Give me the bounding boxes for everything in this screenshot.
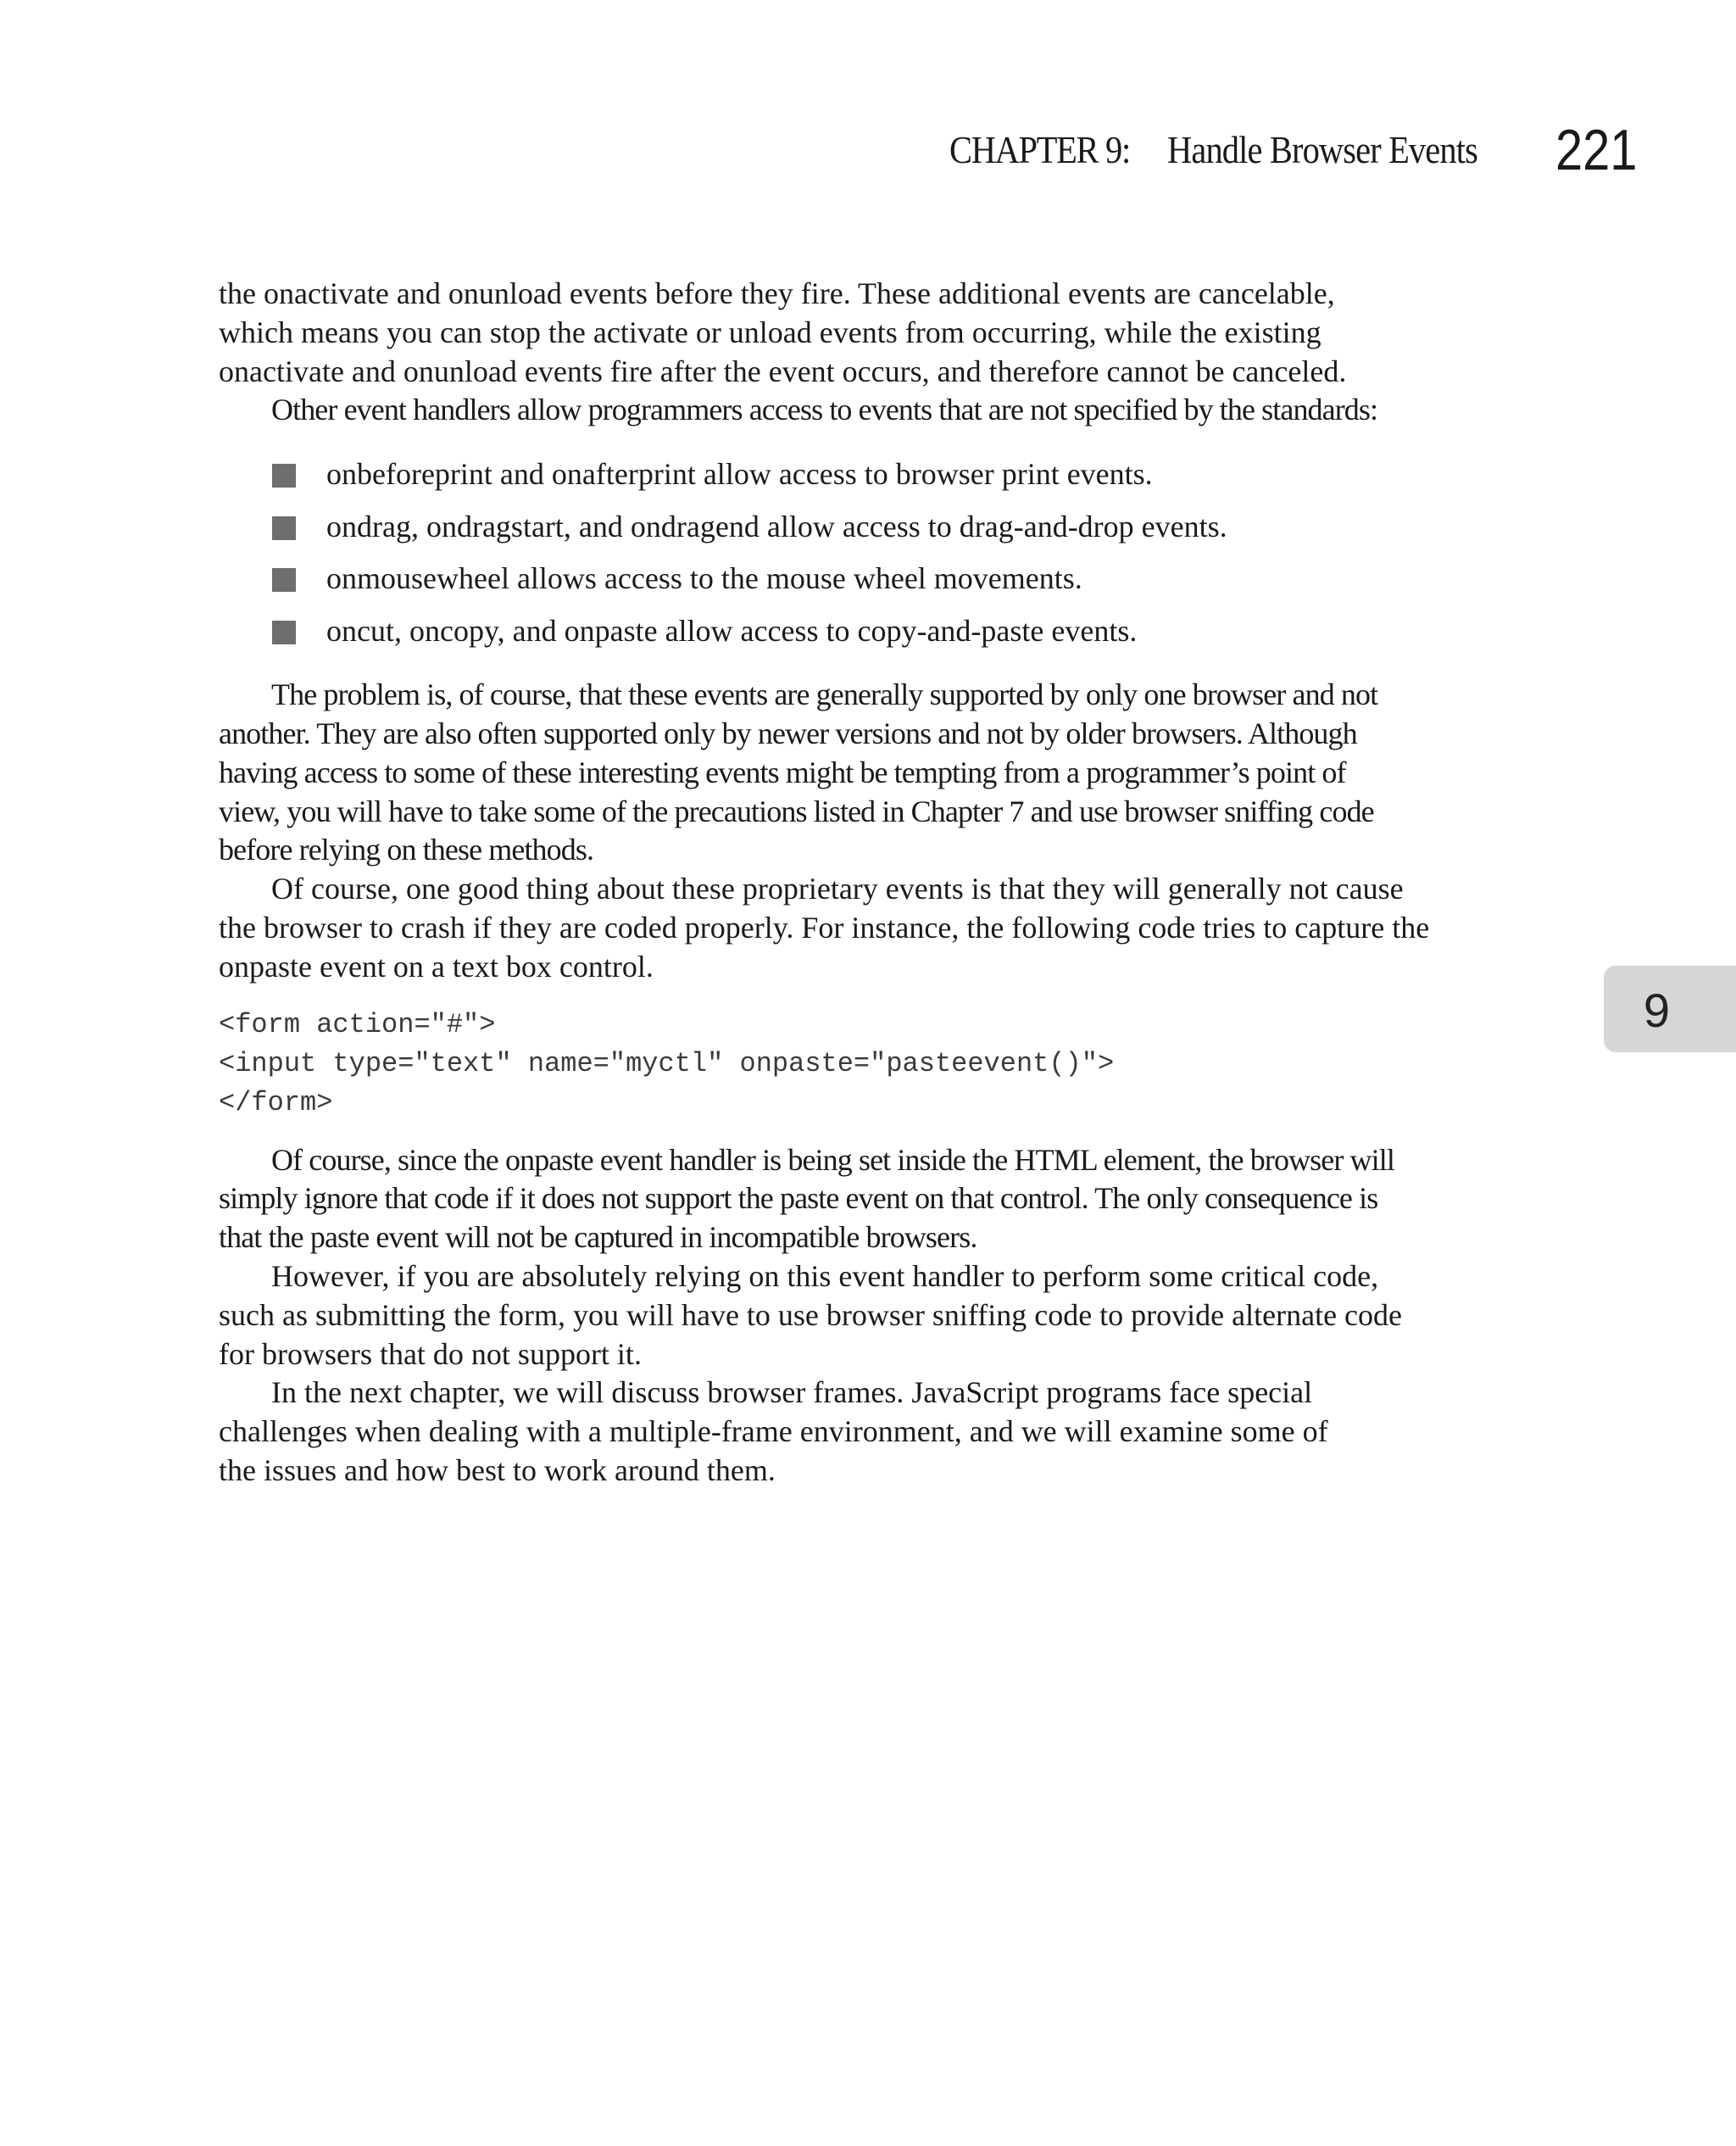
list-item xyxy=(271,449,1507,501)
text-line: before relying on these methods. xyxy=(219,833,594,867)
list-item xyxy=(271,501,1507,554)
code-line: </form> xyxy=(219,1086,333,1118)
page-number: 221 xyxy=(1555,118,1637,182)
text-line: Of course, one good thing about these proprietary events is that they will generally not cause xyxy=(271,872,1404,906)
paragraph xyxy=(219,676,1507,870)
text-line: for browsers that do not support it. xyxy=(219,1336,642,1371)
list-item xyxy=(271,605,1507,658)
text-line: simply ignore that code if it does not support the paste event on that control. The only consequence is xyxy=(219,1181,1378,1216)
paragraph xyxy=(219,1257,1507,1374)
text-line: which means you can stop the activate or unload events from occurring, while the existing xyxy=(219,315,1321,349)
running-head xyxy=(925,127,1520,172)
bullet-list xyxy=(271,449,1507,657)
text-line: that the paste event will not be captured in incompatible browsers. xyxy=(219,1220,977,1255)
text-line: such as submitting the form, you will have to use browser sniffing code to provide alternate code xyxy=(219,1297,1403,1332)
text-line: onactivate and onunload events fire after the event occurs, and therefore cannot be canceled. xyxy=(219,354,1347,388)
text-line: onpaste event on a text box control. xyxy=(219,949,654,984)
text-line: the issues and how best to work around them. xyxy=(219,1452,776,1487)
list-item-text: onbeforeprint and onafterprint allow access to browser print events. xyxy=(326,457,1153,492)
text-line: In the next chapter, we will discuss browser frames. JavaScript programs face special xyxy=(271,1375,1313,1410)
list-item-text: oncut, oncopy, and onpaste allow access to copy-and-paste events. xyxy=(326,613,1138,648)
chapter-thumb-tab xyxy=(1604,966,1736,1052)
paragraph xyxy=(219,870,1507,986)
text-line: another. They are also often supported only by newer versions and not by older browsers. Although xyxy=(219,716,1357,750)
square-bullet-icon xyxy=(272,464,296,488)
square-bullet-icon xyxy=(272,516,296,540)
square-bullet-icon xyxy=(272,568,296,592)
text-line: Of course, since the onpaste event handler is being set inside the HTML element, the browser will xyxy=(271,1142,1394,1177)
text-line: view, you will have to take some of the precautions listed in Chapter 7 and use browser sniffing code xyxy=(219,794,1374,828)
text-line: the onactivate and onunload events before they fire. These additional events are cancelable, xyxy=(219,276,1335,310)
chapter-label: CHAPTER 9: xyxy=(949,128,1131,171)
text-line: Other event handlers allow programmers access to events that are not specified by the standards: xyxy=(271,393,1378,427)
list-item-text: onmousewheel allows access to the mouse wheel movements. xyxy=(326,561,1082,596)
square-bullet-icon xyxy=(272,621,296,644)
list-item-text: ondrag, ondragstart, and ondragend allow access to drag-and-drop events. xyxy=(326,509,1227,543)
code-block xyxy=(219,1006,1507,1123)
list-item xyxy=(271,553,1507,605)
paragraph xyxy=(219,1141,1507,1257)
text-line: challenges when dealing with a multiple-frame environment, and we will examine some of xyxy=(219,1414,1328,1449)
chapter-title: Handle Browser Events xyxy=(1167,128,1478,171)
text-line: having access to some of these interesting events might be tempting from a programmer’s point of xyxy=(219,755,1346,789)
paragraph xyxy=(219,275,1507,391)
paragraph xyxy=(219,391,1507,430)
text-line: The problem is, of course, that these events are generally supported by only one browser and not xyxy=(271,677,1378,712)
thumb-tab-number: 9 xyxy=(1643,984,1671,1037)
code-line: <form action="#"> xyxy=(219,1008,496,1040)
code-line: <input type="text" name="myctl" onpaste="pasteevent()"> xyxy=(219,1047,1115,1079)
page-body xyxy=(219,275,1507,1491)
text-line: However, if you are absolutely relying on this event handler to perform some critical code, xyxy=(271,1258,1379,1293)
paragraph xyxy=(219,1374,1507,1490)
text-line: the browser to crash if they are coded properly. For instance, the following code tries to capture the xyxy=(219,910,1430,945)
